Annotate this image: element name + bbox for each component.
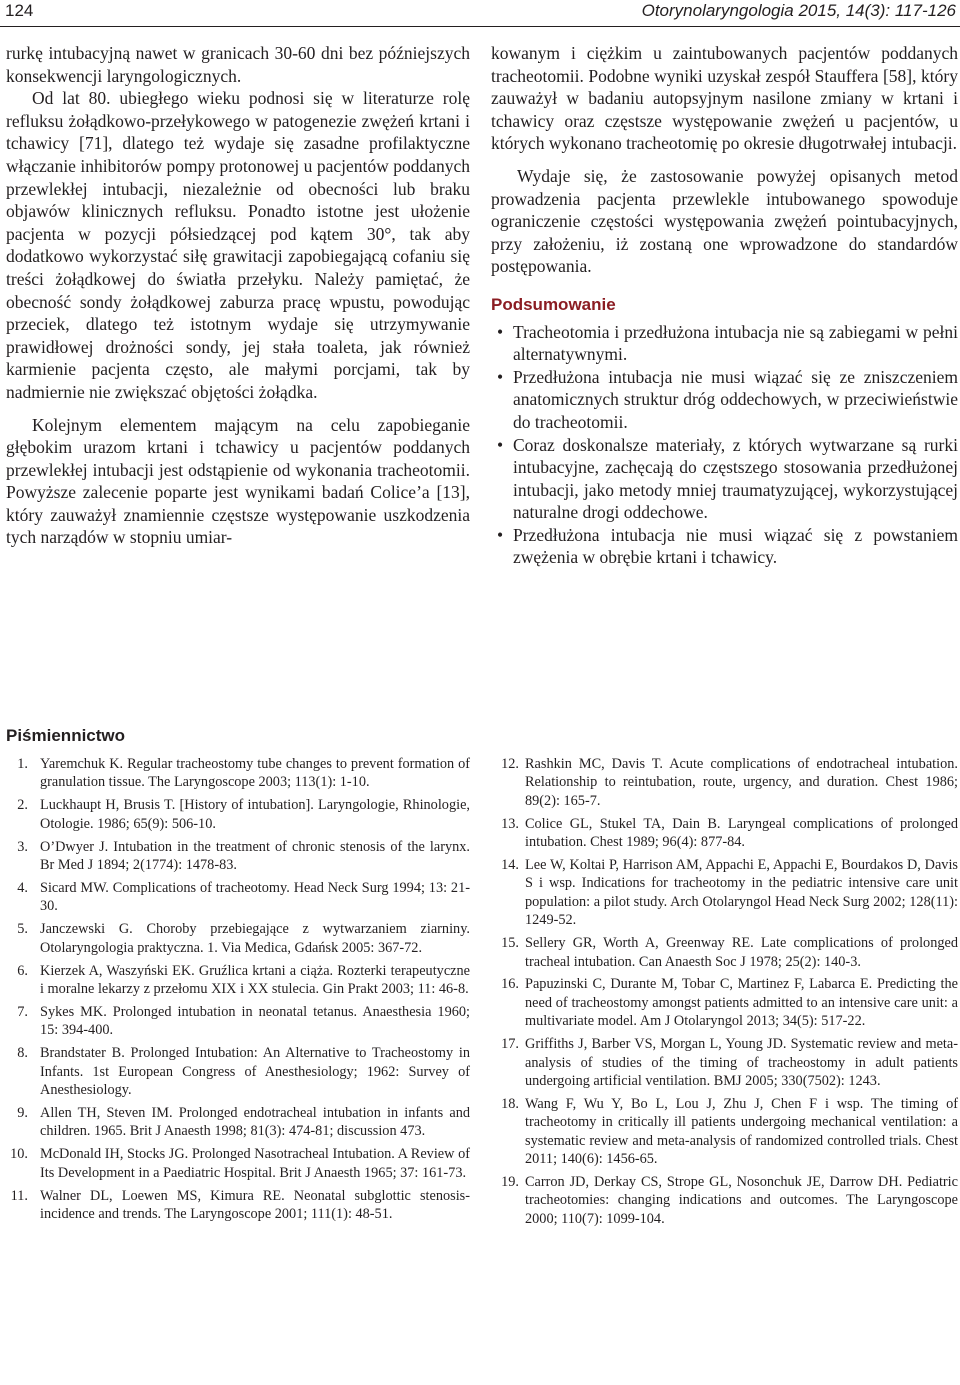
journal-citation: Otorynolaryngologia 2015, 14(3): 117-126 <box>641 1 956 20</box>
reference-number: 8. <box>17 1045 28 1062</box>
reference-text: Brandstater B. Prolonged Intubation: An Alternative to Tracheostomy in Infants. 1st European Congress of Anesthesiology; 1962: Survey of Anesthesiology. <box>40 1045 470 1098</box>
reference-number: 12. <box>501 756 519 772</box>
reference-text: Allen TH, Steven IM. Prolonged endotracheal intubation in infants and children. 1965. Brit J Anaesth 1998; 81(3): 474-81; discussion 473. <box>40 1104 470 1140</box>
right-text-column <box>491 42 958 569</box>
reference-item <box>6 755 470 792</box>
reference-text: Griffiths J, Barber VS, Morgan L, Young JD. Systematic review and meta-analysis of studies of the timing of tracheostomy in adult patients undergoing artificial ventilation. BMJ 2005; 330(7502): 1243. <box>525 1036 958 1089</box>
reference-text: Rashkin MC, Davis T. Acute complications of endotracheal intubation. Relationship to reintubation, route, urgency, and duration. Chest 1986; 89(2): 165-7. <box>525 756 958 809</box>
reference-number: 18. <box>501 1095 519 1112</box>
reference-item <box>6 838 470 875</box>
references-right-column <box>491 755 958 1233</box>
reference-item <box>491 1095 958 1169</box>
running-header <box>0 0 960 27</box>
reference-number: 17. <box>501 1036 519 1053</box>
summary-item: • Przedłużona intubacja nie musi wiązać się z powstaniem zwężenia w obrębie krtani i tchawicy. <box>491 524 958 569</box>
reference-number: 4. <box>17 879 28 896</box>
reference-text: Wang F, Wu Y, Bo L, Lou J, Zhu J, Chen F i wsp. The timing of tracheotomy in critically ill patients undergoing mechanical ventilation: a systematic review and meta-analysis of randomized controlled trials. Chest 2011; 140(6): 1456-65. <box>525 1095 958 1168</box>
reference-number: 10. <box>10 1146 28 1163</box>
reference-text: Kierzek A, Waszyński EK. Gruźlica krtani a ciąża. Rozterki terapeutyczne i moralne lekarzy z przełomu XIX i XX stulecia. Gin Prakt 2003; 11: 46-8. <box>40 962 470 997</box>
reference-text: Walner DL, Loewen MS, Kimura RE. Neonatal subglottic stenosis-incidence and trends. The Laryngoscope 2001; 111(1): 48-51. <box>40 1187 470 1222</box>
reference-number: 6. <box>17 962 28 979</box>
reference-item <box>6 796 470 833</box>
reference-item <box>6 1187 470 1224</box>
reference-number: 5. <box>17 921 28 938</box>
reference-text: Luckhaupt H, Brusis T. [History of intubation]. Laryngologie, Rhinologie, Otologie. 1986; 65(9): 506-10. <box>40 797 470 832</box>
page-number: 124 <box>5 1 34 20</box>
reference-item <box>491 1035 958 1090</box>
reference-text: Sykes MK. Prolonged intubation in neonatal tetanus. Anaesthesia 1960; 15: 394-400. <box>40 1003 470 1039</box>
reference-text: Carron JD, Derkay CS, Strope GL, Nosonchuk JE, Darrow DH. Pediatric tracheotomies: changing indications and outcomes. The Laryngoscope 2000; 110(7): 1099-104. <box>525 1174 958 1227</box>
reference-item <box>6 1044 470 1099</box>
reference-item <box>491 815 958 852</box>
summary-item: • Przedłużona intubacja nie musi wiązać się ze zniszczeniem anatomicznych struktur dróg oddechowych, w przeciwieństwie do tracheotomii. <box>491 366 958 434</box>
reference-text: Janczewski G. Choroby przebiegające z wytwarzaniem ziarniny. Otolaryngologia praktyczna. 1. Via Medica, Gdańsk 2005: 367-72. <box>40 921 470 956</box>
reference-item <box>491 1173 958 1228</box>
reference-text: Sicard MW. Complications of tracheotomy. Head Neck Surg 1994; 13: 21-30. <box>40 879 470 915</box>
reference-item <box>6 1003 470 1040</box>
reference-number: 15. <box>501 935 519 952</box>
paragraph: Od lat 80. ubiegłego wieku podnosi się w literaturze rolę refluksu żołądkowo-przełykowego w patogenezie zwężeń krtani i tchawicy [71], dlatego też wydaje się zasadne profilaktyczne włączanie inhibitorów pompy protonowej u pacjentów poddanych przewlekłej intubacji, niezależnie od obecności lub braku objawów klinicznych refluksu. Ponadto istotne jest ułożenie pacjenta w pozycji półsiedzącej pod kątem 30°, tak aby dodatkowo wykorzystać siłę grawitacji zapobiegającą cofaniu się treści żołądkowej do światła przełyku. Należy pamiętać, że obecność sondy żołądkowej zaburza pracę wpustu, powodując przeciek, dlatego też istotnym wydaje się utrzymywanie prawidłowej drożności sondy, jej stała toaleta, jak również karmienie pacjenta często, ale małymi porcjami, tak by nadmiernie nie zwiększać objętości żołądka. <box>6 88 470 402</box>
reference-number: 2. <box>17 797 28 814</box>
references-left-column <box>6 755 470 1228</box>
reference-text: Sellery GR, Worth A, Greenway RE. Late complications of prolonged tracheal intubation. Can Anaesth Soc J 1978; 25(2): 140-3. <box>525 935 958 970</box>
summary-item: • Tracheotomia i przedłużona intubacja nie są zabiegami w pełni alternatywnymi. <box>491 321 958 366</box>
paragraph: Wydaje się, że zastosowanie powyżej opisanych metod prowadzenia pacjenta przewlekle intubowanego spowoduje ograniczenie częstości występowania zwężeń pointubacyjnych, przy założeniu, iż zostaną one wprowadzone do standardów postępowania. <box>491 165 958 277</box>
reference-number: 14. <box>501 857 519 874</box>
reference-item <box>6 1104 470 1141</box>
reference-text: Colice GL, Stukel TA, Dain B. Laryngeal complications of prolonged intubation. Chest 1989; 96(4): 877-84. <box>525 815 958 851</box>
references-heading: Piśmiennictwo <box>6 726 126 745</box>
reference-item <box>6 920 470 957</box>
paragraph: Kolejnym elementem mającym na celu zapobieganie głębokim urazom krtani i tchawicy u pacjentów poddanych przewlekłej intubacji jest odstąpienie od wykonania tracheotomii. Powyższe zalecenie poparte jest wynikami badań Colice’a [13], który zauważył znamiennie częstsze występowanie uszkodzenia tych narządów w stopniu umiar- <box>6 414 470 548</box>
reference-item <box>6 1145 470 1182</box>
summary-item: • Coraz doskonalsze materiały, z których wytwarzane są rurki intubacyjne, zachęcają do częstszego stosowania przedłużonej intubacji, jako metody mniej traumatyzującej, wykorzystującej naturalne drogi oddechowe. <box>491 434 958 524</box>
reference-text: McDonald IH, Stocks JG. Prolonged Nasotracheal Intubation. A Review of Its Development in a Paediatric Hospital. Brit J Anaesth 1965; 37: 161-73. <box>40 1146 470 1181</box>
reference-text: Yaremchuk K. Regular tracheostomy tube changes to prevent formation of granulation tissue. The Laryngoscope 2003; 113(1): 1-10. <box>40 756 470 791</box>
reference-text: Lee W, Koltai P, Harrison AM, Appachi E, Appachi E, Bourdakos D, Davis S i wsp. Indications for tracheotomy in the pediatric intensive care unit population: a pilot study. Arch Otolaryngol Head Neck Surg 2002; 128(11): 1249-52. <box>525 857 958 929</box>
reference-number: 19. <box>501 1174 519 1191</box>
reference-number: 16. <box>501 976 519 993</box>
reference-item <box>6 962 470 999</box>
reference-item <box>491 755 958 810</box>
reference-item <box>6 879 470 916</box>
reference-item <box>491 975 958 1030</box>
reference-item <box>491 934 958 971</box>
reference-number: 13. <box>501 815 519 832</box>
reference-number: 3. <box>17 838 28 855</box>
reference-text: O’Dwyer J. Intubation in the treatment of chronic stenosis of the larynx. Br Med J 1894; 2(1774): 1478-83. <box>40 838 470 874</box>
reference-list <box>491 755 958 1228</box>
reference-number: 7. <box>17 1003 28 1020</box>
reference-number: 1. <box>17 756 28 772</box>
summary-list <box>491 321 958 570</box>
reference-number: 11. <box>10 1187 28 1204</box>
left-text-column <box>6 42 470 549</box>
reference-item <box>491 856 958 930</box>
paragraph: kowanym i ciężkim u zaintubowanych pacjentów poddanych tracheotomii. Podobne wyniki uzyskał zespół Stauffera [58], który zauważył w badaniu autopsyjnym nasilone zmiany w krtani i tchawicy oraz częstsze występowanie zwężeń u pacjentów, u których wykonano tracheotomię po okresie długotrwałej intubacji. <box>491 43 958 154</box>
reference-list <box>6 755 470 1223</box>
paragraph: rurkę intubacyjną nawet w granicach 30-60 dni bez późniejszych konsekwencji laryngologicznych. <box>6 43 470 86</box>
reference-number: 9. <box>17 1104 28 1121</box>
summary-heading: Podsumowanie <box>491 294 616 314</box>
reference-text: Papuzinski C, Durante M, Tobar C, Martinez F, Labarca E. Predicting the need of tracheostomy amongst patients admitted to an intensive care unit: a multivariate model. Am J Otolaryngol 2013; 34(5): 517-22. <box>525 976 958 1030</box>
